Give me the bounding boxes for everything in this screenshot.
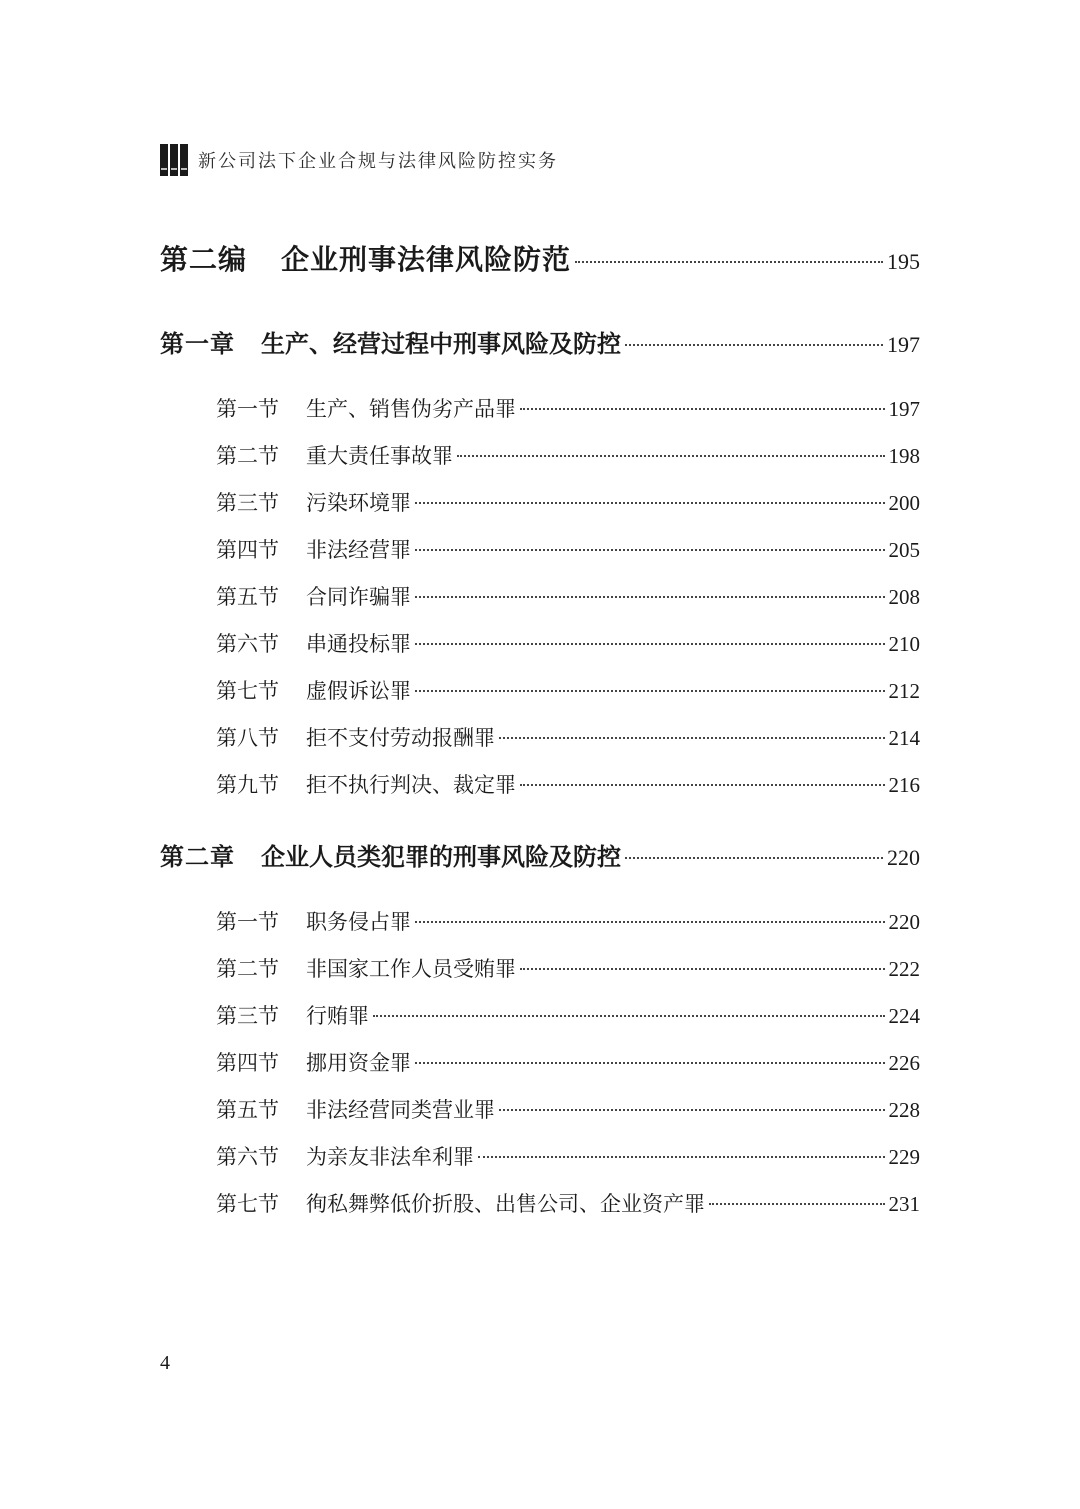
dot-leader <box>520 408 885 410</box>
chapter-number: 第二章 <box>160 843 235 871</box>
chapter-number: 第一章 <box>160 330 235 358</box>
toc-part-entry[interactable] <box>160 238 920 278</box>
chapter-title: 生产、经营过程中刑事风险及防控 <box>261 330 621 358</box>
section-title: 虚假诉讼罪 <box>306 679 411 703</box>
section-page: 210 <box>888 632 920 656</box>
section-title: 非法经营同类营业罪 <box>306 1098 495 1122</box>
toc-section-entry[interactable] <box>216 1094 920 1124</box>
toc-chapter-entry[interactable] <box>160 324 920 359</box>
section-page: 198 <box>888 444 920 468</box>
section-number: 第三节 <box>216 491 279 515</box>
section-number: 第一节 <box>216 397 279 421</box>
section-page: 197 <box>888 397 920 421</box>
section-number: 第一节 <box>216 910 279 934</box>
dot-leader <box>499 737 885 739</box>
section-page: 200 <box>888 491 920 515</box>
section-title: 拒不执行判决、裁定罪 <box>306 773 516 797</box>
section-page: 208 <box>888 585 920 609</box>
section-title: 为亲友非法牟利罪 <box>306 1145 474 1169</box>
dot-leader <box>575 261 883 263</box>
section-page: 231 <box>888 1192 920 1216</box>
toc-chapter-entry[interactable] <box>160 837 920 872</box>
dot-leader <box>478 1156 885 1158</box>
dot-leader <box>373 1015 885 1017</box>
dot-leader <box>520 968 885 970</box>
toc-section-entry[interactable] <box>216 906 920 936</box>
book-title: 新公司法下企业合规与法律风险防控实务 <box>198 151 558 172</box>
section-number: 第二节 <box>216 957 279 981</box>
section-number: 第七节 <box>216 1192 279 1216</box>
section-page: 228 <box>888 1098 920 1122</box>
section-number: 第五节 <box>216 1098 279 1122</box>
section-title: 拒不支付劳动报酬罪 <box>306 726 495 750</box>
dot-leader <box>415 502 885 504</box>
section-page: 216 <box>888 773 920 797</box>
toc-section-entry[interactable] <box>216 1047 920 1077</box>
section-title: 挪用资金罪 <box>306 1051 411 1075</box>
part-page: 195 <box>887 249 920 274</box>
section-page: 224 <box>888 1004 920 1028</box>
section-title: 串通投标罪 <box>306 632 411 656</box>
dot-leader <box>415 643 885 645</box>
toc-section-entry[interactable] <box>216 769 920 799</box>
toc-section-entry[interactable] <box>216 581 920 611</box>
dot-leader <box>415 690 885 692</box>
toc-section-entry[interactable] <box>216 628 920 658</box>
section-page: 226 <box>888 1051 920 1075</box>
dot-leader <box>415 921 885 923</box>
section-number: 第二节 <box>216 444 279 468</box>
section-number: 第六节 <box>216 632 279 656</box>
running-header <box>160 143 558 177</box>
section-title: 合同诈骗罪 <box>306 585 411 609</box>
page-number: 4 <box>160 1352 170 1374</box>
part-title: 企业刑事法律风险防范 <box>281 243 572 276</box>
section-page: 212 <box>888 679 920 703</box>
toc-section-entry[interactable] <box>216 393 920 423</box>
section-title: 污染环境罪 <box>306 491 411 515</box>
section-number: 第三节 <box>216 1004 279 1028</box>
toc-section-entry[interactable] <box>216 487 920 517</box>
toc-section-entry[interactable] <box>216 440 920 470</box>
dot-leader <box>415 596 885 598</box>
section-title: 职务侵占罪 <box>306 910 411 934</box>
toc-section-entry[interactable] <box>216 953 920 983</box>
dot-leader <box>520 784 885 786</box>
section-page: 214 <box>888 726 920 750</box>
section-number: 第九节 <box>216 773 279 797</box>
toc-section-entry[interactable] <box>216 534 920 564</box>
section-number: 第八节 <box>216 726 279 750</box>
part-number: 第二编 <box>160 243 248 276</box>
section-number: 第七节 <box>216 679 279 703</box>
dot-leader <box>499 1109 885 1111</box>
section-number: 第五节 <box>216 585 279 609</box>
dot-leader <box>457 455 885 457</box>
section-number: 第四节 <box>216 1051 279 1075</box>
chapter-page: 197 <box>887 332 920 357</box>
section-title: 生产、销售伪劣产品罪 <box>306 397 516 421</box>
section-page: 222 <box>888 957 920 981</box>
toc-section-entry[interactable] <box>216 675 920 705</box>
dot-leader <box>625 857 883 859</box>
section-number: 第四节 <box>216 538 279 562</box>
chapter-page: 220 <box>887 845 920 870</box>
toc-section-entry[interactable] <box>216 722 920 752</box>
section-number: 第六节 <box>216 1145 279 1169</box>
dot-leader <box>415 549 885 551</box>
section-page: 205 <box>888 538 920 562</box>
dot-leader <box>625 344 883 346</box>
section-title: 行贿罪 <box>306 1004 369 1028</box>
toc-section-entry[interactable] <box>216 1188 920 1218</box>
toc-section-entry[interactable] <box>216 1141 920 1171</box>
dot-leader <box>415 1062 885 1064</box>
section-title: 重大责任事故罪 <box>306 444 453 468</box>
section-page: 220 <box>888 910 920 934</box>
section-title: 非法经营罪 <box>306 538 411 562</box>
toc-section-entry[interactable] <box>216 1000 920 1030</box>
chapter-title: 企业人员类犯罪的刑事风险及防控 <box>261 843 621 871</box>
dot-leader <box>709 1203 885 1205</box>
section-page: 229 <box>888 1145 920 1169</box>
section-title: 非国家工作人员受贿罪 <box>306 957 516 981</box>
book-spines-icon <box>160 144 188 176</box>
section-title: 徇私舞弊低价折股、出售公司、企业资产罪 <box>306 1192 705 1216</box>
